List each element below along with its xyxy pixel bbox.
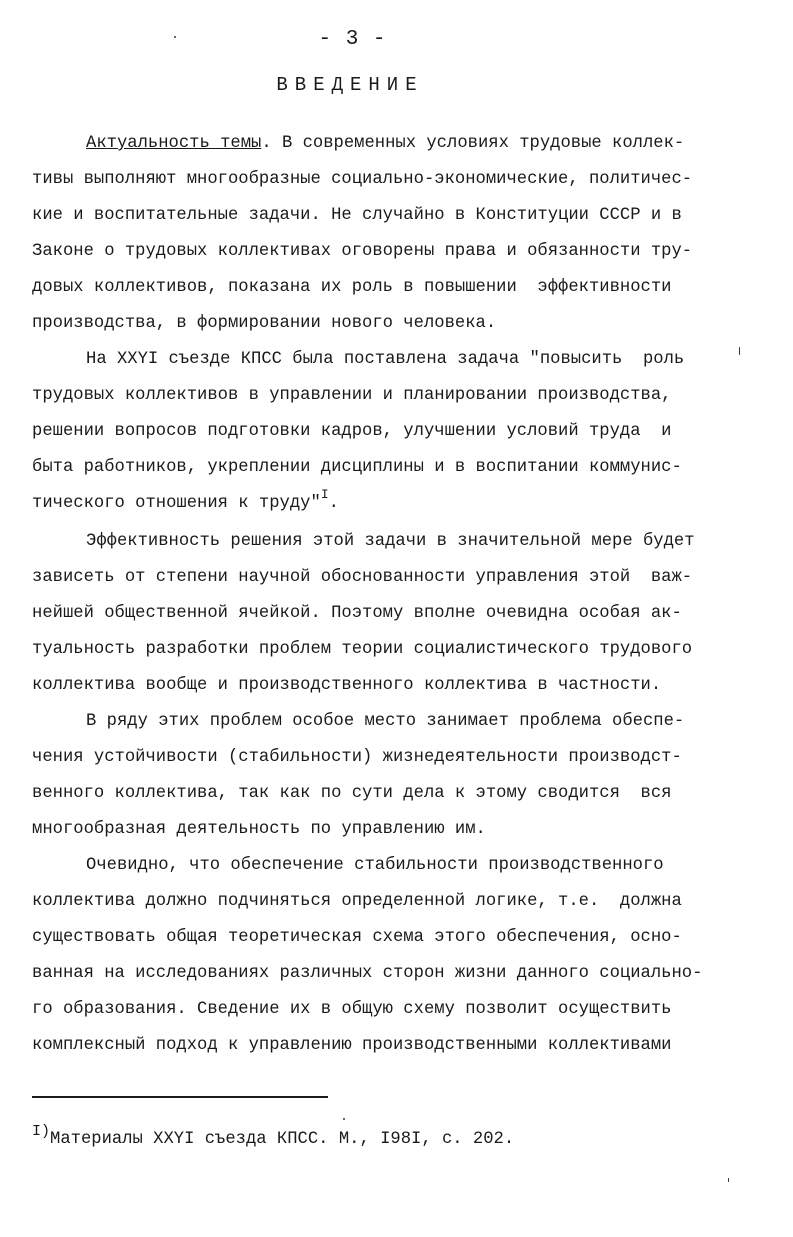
paragraph-line: кие и воспитательные задачи. Не случайно в Конституции СССР и в [32, 206, 682, 225]
paragraph-line: существовать общая теоретическая схема этого обеспечения, осно- [32, 928, 682, 947]
line-text: . В современных условиях трудовые коллек- [261, 134, 685, 153]
paragraph-line: комплексный подход к управлению производственными коллективами [32, 1036, 672, 1055]
paragraph-line: быта работников, укреплении дисциплины и в воспитании коммунис- [32, 458, 682, 477]
footnote-text: Материалы XXYI съезда КПСС. М., I98I, с. 202. [50, 1130, 515, 1149]
paragraph-line: нейшей общественной ячейкой. Поэтому вполне очевидна особая ак- [32, 604, 682, 623]
paragraph-line: довых коллективов, показана их роль в повышении эффективности [32, 278, 672, 297]
footnote-reference: I [320, 487, 329, 502]
paragraph-line: Законе о трудовых коллективах оговорены права и обязанности тру- [32, 242, 693, 261]
paragraph-line: зависеть от степени научной обоснованности управления этой важ- [32, 568, 693, 587]
paragraph-line: коллектива вообще и производственного коллектива в частности. [32, 676, 662, 695]
scan-speck [728, 1178, 729, 1182]
paragraph-line: венного коллектива, так как по сути дела к этому сводится вся [32, 784, 672, 803]
paragraph-line: производства, в формировании нового человека. [32, 314, 497, 333]
paragraph-line: решении вопросов подготовки кадров, улучшении условий труда и [32, 422, 672, 441]
scan-speck [343, 1118, 345, 1120]
paragraph-line: коллектива должно подчиняться определенной логике, т.е. должна [32, 892, 682, 911]
scan-speck [174, 36, 176, 38]
section-heading: ВВЕДЕНИЕ [276, 74, 424, 96]
footnote-mark: I) [32, 1123, 51, 1140]
footnote [32, 1123, 515, 1152]
paragraph-line: В ряду этих проблем особое место занимает проблема обеспе- [86, 712, 685, 731]
paragraph-line: Эффективность решения этой задачи в значительной мере будет [86, 532, 695, 551]
page-number: - 3 - [318, 28, 387, 51]
footnote-divider [32, 1096, 328, 1098]
paragraph-line: го образования. Сведение их в общую схему позволит осуществить [32, 1000, 672, 1019]
paragraph-line: На XXYI съезде КПСС была поставлена задача "повысить роль [86, 350, 685, 369]
paragraph-line: Очевидно, что обеспечение стабильности производственного [86, 856, 664, 875]
paragraph-line [32, 487, 744, 516]
paragraph-line [86, 132, 746, 156]
paragraph-line: трудовых коллективов в управлении и планировании производства, [32, 386, 672, 405]
topic-relevance-label: Актуальность темы [86, 134, 262, 153]
paragraph-line: многообразная деятельность по управлению им. [32, 820, 486, 839]
scan-speck [739, 347, 740, 355]
paragraph-line: чения устойчивости (стабильности) жизнедеятельности производст- [32, 748, 682, 767]
paragraph-line: ванная на исследованиях различных сторон жизни данного социально- [32, 964, 703, 983]
line-end: . [328, 494, 339, 513]
line-text: тического отношения к труду" [32, 494, 321, 513]
paragraph-line: тивы выполняют многообразные социально-экономические, политичес- [32, 170, 693, 189]
paragraph-line: туальность разработки проблем теории социалистического трудового [32, 640, 693, 659]
